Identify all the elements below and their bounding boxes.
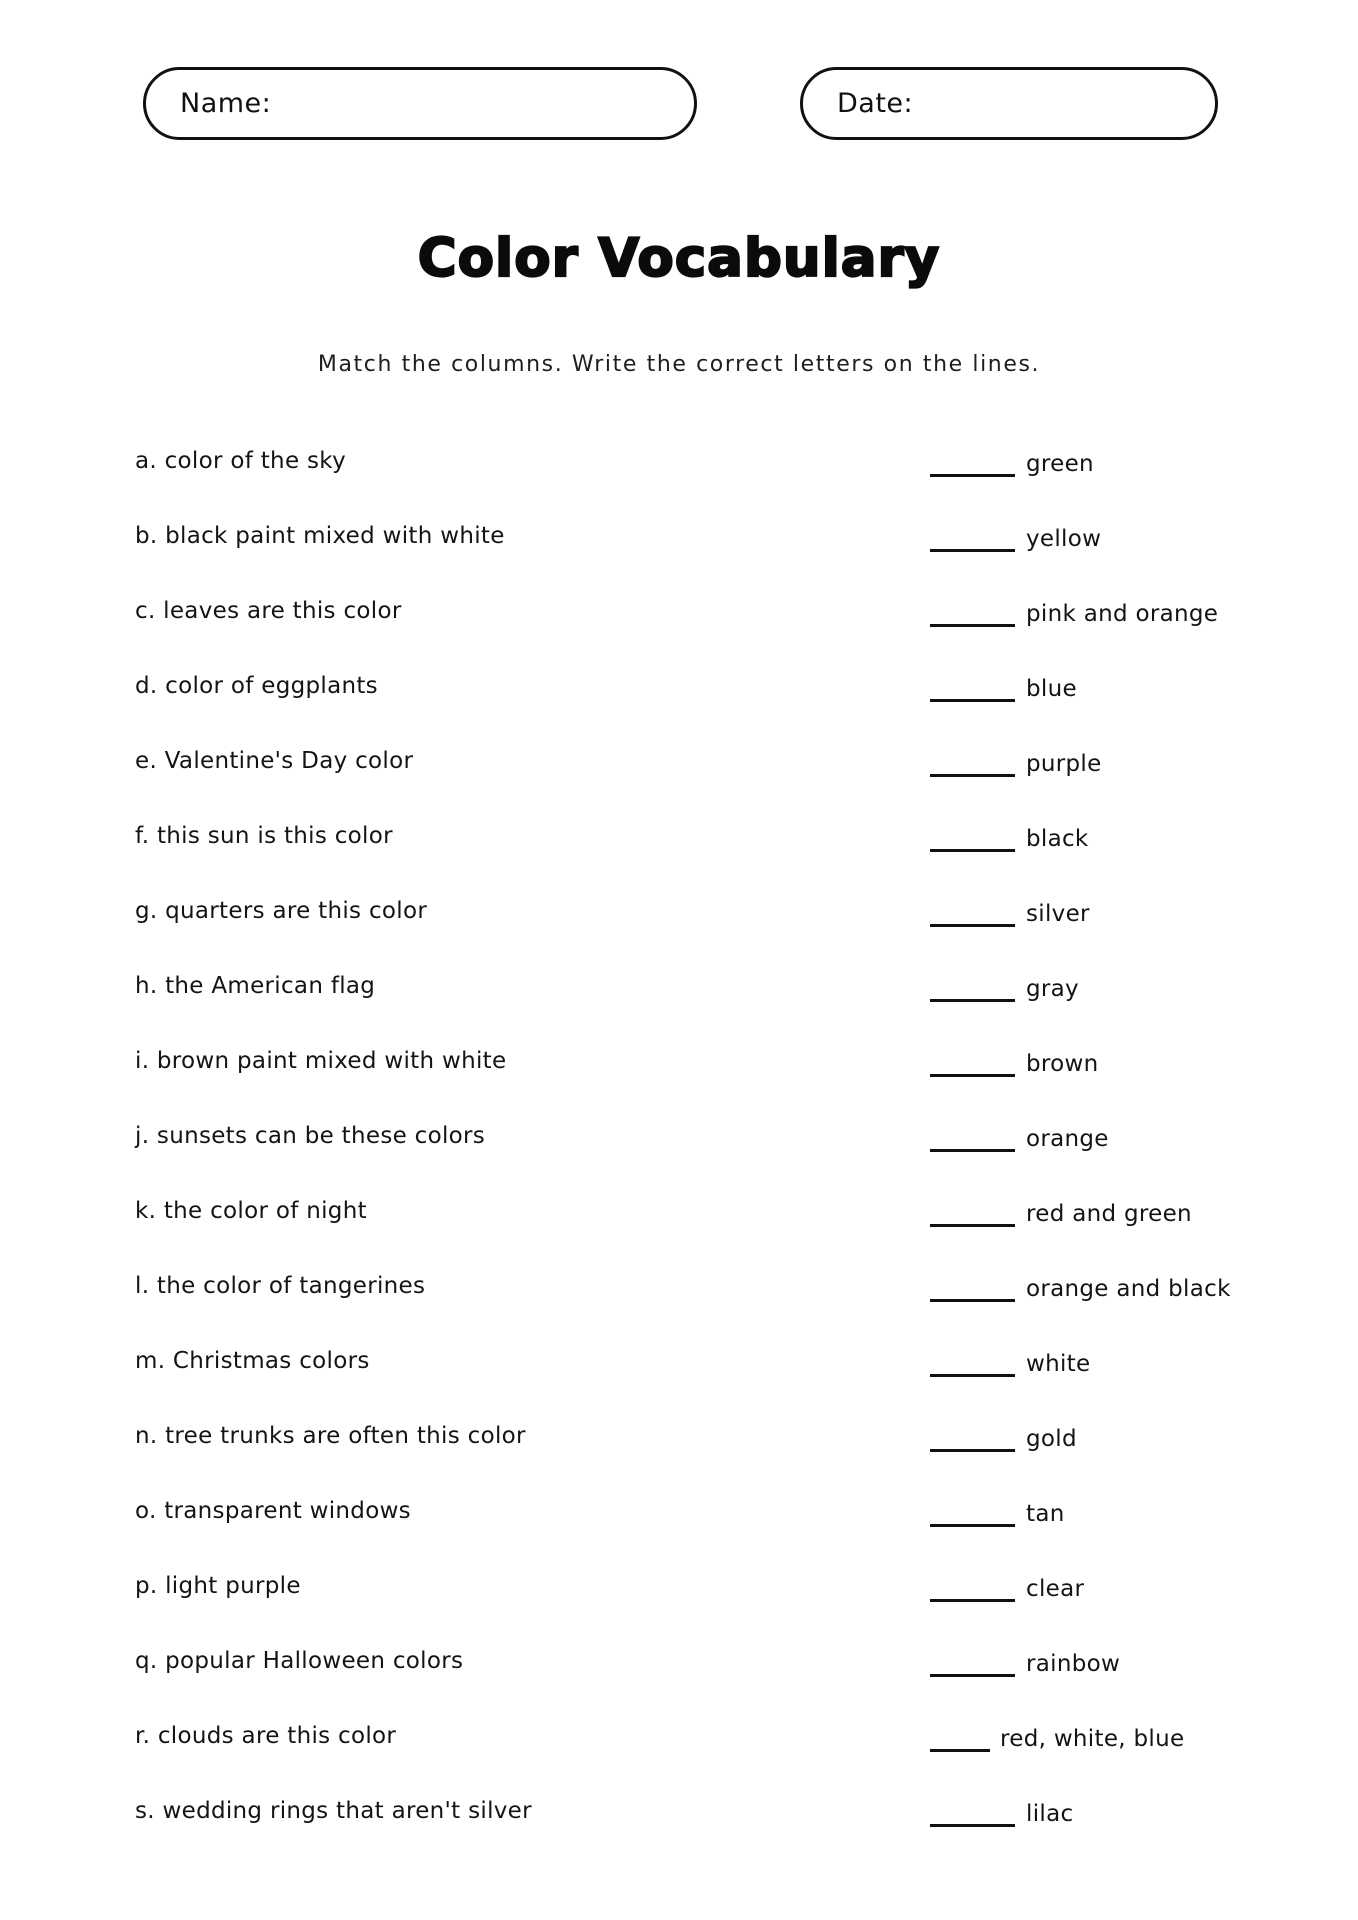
answer-group bbox=[930, 745, 1102, 777]
prompt-text: d. color of eggplants bbox=[135, 672, 378, 699]
match-row bbox=[0, 1173, 1358, 1248]
page-title: Color Vocabulary bbox=[417, 228, 941, 289]
match-row bbox=[0, 1773, 1358, 1848]
match-row bbox=[0, 1023, 1358, 1098]
answer-blank-line[interactable] bbox=[930, 1351, 1015, 1377]
answer-blank-line[interactable] bbox=[930, 1426, 1015, 1452]
color-word: yellow bbox=[1026, 525, 1102, 552]
prompt-text: q. popular Halloween colors bbox=[135, 1647, 464, 1674]
answer-group bbox=[930, 895, 1090, 927]
answer-blank-line[interactable] bbox=[930, 1126, 1015, 1152]
prompt-text: c. leaves are this color bbox=[135, 597, 402, 624]
match-row bbox=[0, 873, 1358, 948]
name-label: Name: bbox=[180, 88, 272, 119]
match-row bbox=[0, 423, 1358, 498]
answer-blank-line[interactable] bbox=[930, 1276, 1015, 1302]
match-row bbox=[0, 1698, 1358, 1773]
prompt-text: m. Christmas colors bbox=[135, 1347, 370, 1374]
prompt-text: b. black paint mixed with white bbox=[135, 522, 505, 549]
color-word: tan bbox=[1026, 1500, 1065, 1527]
answer-blank-line[interactable] bbox=[930, 451, 1015, 477]
answer-group bbox=[930, 970, 1079, 1002]
answer-blank-line[interactable] bbox=[930, 601, 1015, 627]
color-word: purple bbox=[1026, 750, 1102, 777]
match-row bbox=[0, 723, 1358, 798]
match-rows bbox=[0, 423, 1358, 1848]
answer-group bbox=[930, 1645, 1120, 1677]
prompt-text: i. brown paint mixed with white bbox=[135, 1047, 507, 1074]
color-word: orange and black bbox=[1026, 1275, 1231, 1302]
color-word: black bbox=[1026, 825, 1089, 852]
prompt-text: n. tree trunks are often this color bbox=[135, 1422, 526, 1449]
prompt-text: p. light purple bbox=[135, 1572, 301, 1599]
answer-blank-line[interactable] bbox=[930, 826, 1015, 852]
match-row bbox=[0, 648, 1358, 723]
prompt-text: e. Valentine's Day color bbox=[135, 747, 414, 774]
answer-blank-line[interactable] bbox=[930, 976, 1015, 1002]
prompt-text: k. the color of night bbox=[135, 1197, 367, 1224]
match-row bbox=[0, 498, 1358, 573]
answer-group bbox=[930, 1570, 1084, 1602]
color-word: silver bbox=[1026, 900, 1090, 927]
prompt-text: h. the American flag bbox=[135, 972, 376, 999]
match-row bbox=[0, 1098, 1358, 1173]
match-row bbox=[0, 948, 1358, 1023]
match-row bbox=[0, 573, 1358, 648]
answer-blank-line[interactable] bbox=[930, 526, 1015, 552]
answer-group bbox=[930, 1045, 1099, 1077]
prompt-text: g. quarters are this color bbox=[135, 897, 428, 924]
color-word: pink and orange bbox=[1026, 600, 1219, 627]
color-word: lilac bbox=[1026, 1800, 1074, 1827]
date-field[interactable] bbox=[800, 67, 1218, 140]
answer-group bbox=[930, 595, 1218, 627]
color-word: blue bbox=[1026, 675, 1077, 702]
instructions-text: Match the columns. Write the correct letters on the lines. bbox=[317, 352, 1041, 377]
answer-blank-line[interactable] bbox=[930, 676, 1015, 702]
match-row bbox=[0, 1623, 1358, 1698]
match-row bbox=[0, 1398, 1358, 1473]
answer-group bbox=[930, 1120, 1109, 1152]
color-word: gold bbox=[1026, 1425, 1077, 1452]
color-word: clear bbox=[1026, 1575, 1085, 1602]
prompt-text: a. color of the sky bbox=[135, 447, 346, 474]
answer-group bbox=[930, 820, 1089, 852]
color-word: brown bbox=[1026, 1050, 1099, 1077]
answer-group bbox=[930, 1195, 1192, 1227]
match-row bbox=[0, 1473, 1358, 1548]
prompt-text: r. clouds are this color bbox=[135, 1722, 397, 1749]
answer-blank-line[interactable] bbox=[930, 1051, 1015, 1077]
date-label: Date: bbox=[837, 88, 914, 119]
prompt-text: o. transparent windows bbox=[135, 1497, 411, 1524]
name-field[interactable] bbox=[143, 67, 697, 140]
color-word: green bbox=[1026, 450, 1094, 477]
match-row bbox=[0, 1548, 1358, 1623]
answer-blank-line[interactable] bbox=[930, 1651, 1015, 1677]
prompt-text: f. this sun is this color bbox=[135, 822, 393, 849]
answer-group bbox=[930, 1270, 1231, 1302]
answer-group bbox=[930, 1720, 1184, 1752]
answer-blank-line[interactable] bbox=[930, 751, 1015, 777]
color-word: gray bbox=[1026, 975, 1079, 1002]
answer-group bbox=[930, 1795, 1073, 1827]
match-row bbox=[0, 798, 1358, 873]
answer-group bbox=[930, 670, 1077, 702]
prompt-text: j. sunsets can be these colors bbox=[135, 1122, 486, 1149]
prompt-text: l. the color of tangerines bbox=[135, 1272, 426, 1299]
color-word: rainbow bbox=[1026, 1650, 1121, 1677]
answer-blank-line[interactable] bbox=[930, 1576, 1015, 1602]
color-word: white bbox=[1026, 1350, 1091, 1377]
prompt-text: s. wedding rings that aren't silver bbox=[135, 1797, 532, 1824]
answer-group bbox=[930, 445, 1094, 477]
answer-blank-line[interactable] bbox=[930, 1501, 1015, 1527]
color-word: red, white, blue bbox=[1000, 1725, 1185, 1752]
answer-blank-line[interactable] bbox=[930, 1201, 1015, 1227]
answer-group bbox=[930, 1495, 1065, 1527]
match-row bbox=[0, 1248, 1358, 1323]
answer-blank-line[interactable] bbox=[930, 1801, 1015, 1827]
color-word: red and green bbox=[1026, 1200, 1192, 1227]
answer-blank-line[interactable] bbox=[930, 1726, 990, 1752]
answer-group bbox=[930, 1345, 1090, 1377]
answer-blank-line[interactable] bbox=[930, 901, 1015, 927]
color-word: orange bbox=[1026, 1125, 1109, 1152]
answer-group bbox=[930, 520, 1101, 552]
match-row bbox=[0, 1323, 1358, 1398]
answer-group bbox=[930, 1420, 1077, 1452]
